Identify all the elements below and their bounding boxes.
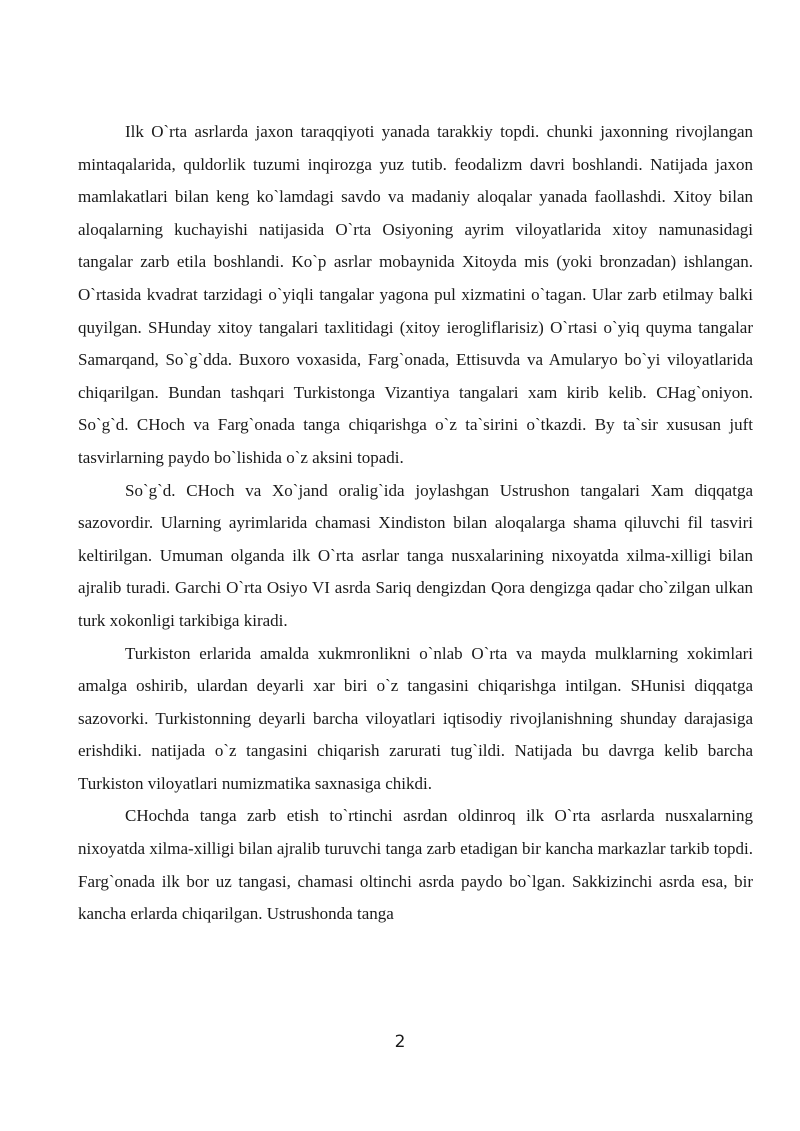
paragraph-2: So`g`d. CHoch va Xo`jand oralig`ida joylashgan Ustrushon tangalari Xam diqqatga sazovordir. Ularning ayrimlarida chamasi Xindiston bilan aloqalarga shama qiluvchi fil tasviri keltirilgan. Umuman olganda ilk O`rta asrlar tanga nusxalarining nixoyatda xilma-xilligi bilan ajralib turadi. Garchi O`rta Osiyo VI asrda Sariq dengizdan Qora dengizga qadar cho`zilgan ulkan turk xokonligi tarkibiga kiradi. xyxy=(78,480,753,630)
document-body xyxy=(78,116,753,931)
paragraph-4: CHochda tanga zarb etish to`rtinchi asrdan oldinroq ilk O`rta asrlarda nusxalarning nixoyatda xilma-xilligi bilan ajralib turuvchi tanga zarb etadigan bir kancha markazlar tarkib topdi. Farg`onada ilk bor uz tangasi, chamasi oltinchi asrda paydo bo`lgan. Sakkizinchi asrda esa, bir kancha erlarda chiqarilgan. Ustrushonda tanga xyxy=(78,806,753,924)
page-number: 2 xyxy=(394,1032,406,1052)
paragraph-1: Ilk O`rta asrlarda jaxon taraqqiyoti yanada tarakkiy topdi. chunki jaxonning rivojlangan mintaqalarida, quldorlik tuzumi inqirozga yuz tutib. feodalizm davri boshlandi. Natijada jaxon mamlakatlari bilan keng ko`lamdagi savdo va madaniy aloqalar yanada faollashdi. Xitoy bilan aloqalarning kuchayishi natijasida O`rta Osiyoning ayrim viloyatlarida xitoy namunasidagi tangalar zarb etila boshlandi. Ko`p asrlar mobaynida Xitoyda mis (yoki bronzadan) ishlangan. O`rtasida kvadrat tarzidagi o`yiqli tangalar yagona pul xizmatini o`tagan. Ular zarb etilmay balki quyilgan. SHunday xitoy tangalari taxlitidagi (xitoy ierogliflarisiz) O`rtasi o`yiq quyma tangalar Samarqand, So`g`dda. Buxoro voxasida, Farg`onada, Ettisuvda va Amularyo bo`yi viloyatlarida chiqarilgan. Bundan tashqari Turkistonga Vizantiya tangalari xam kirib kelib. CHag`oniyon. So`g`d. CHoch va Farg`onada tanga chiqarishga o`z ta`sirini o`tkazdi. By ta`sir xususan juft tasvirlarning paydo bo`lishida o`z aksini topadi. xyxy=(78,122,753,467)
paragraph-3: Turkiston erlarida amalda xukmronlikni o`nlab O`rta va mayda mulklarning xokimlari amalga oshirib, ulardan deyarli xar biri o`z tangasini chiqarishga intilgan. SHunisi diqqatga sazovorki. Turkistonning deyarli barcha viloyatlari iqtisodiy rivojlanishning shunday darajasiga erishdiki. natijada o`z tangasini chiqarish zarurati tug`ildi. Natijada bu davrga kelib barcha Turkiston viloyatlari numizmatika saxnasiga chikdi. xyxy=(78,643,753,793)
